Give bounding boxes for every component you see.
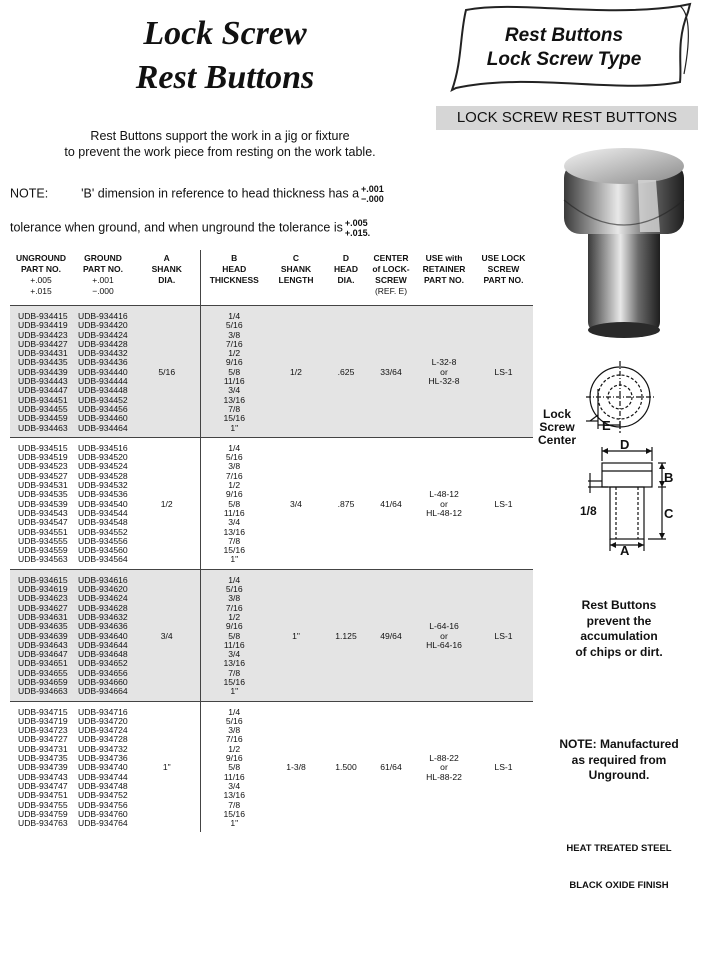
title-line-1: Lock Screw [143, 15, 307, 52]
head-thickness-list-item: 1/2 [228, 480, 241, 491]
head-thickness-list-item: 3/4 [228, 385, 241, 396]
material-note: HEAT TREATED STEEL [566, 843, 672, 854]
ground-part-list-item: UDB-934432 [78, 348, 128, 359]
lsc-line-3: Center [538, 433, 577, 447]
unground-part-list-item: UDB-934723 [18, 725, 68, 736]
head-thickness-list-item: 9/16 [225, 489, 243, 500]
shank-dia-cell: 1/2 [134, 437, 200, 569]
ground-part-list-item: UDB-934464 [78, 422, 128, 433]
ground-part-list-item: UDB-934740 [78, 762, 128, 773]
ground-part-list-item: UDB-934656 [78, 667, 128, 678]
head-thickness-list-item: 15/16 [223, 413, 245, 424]
ground-part-list-item: UDB-934520 [78, 452, 128, 463]
retainer-line: L-32-8 [431, 357, 457, 368]
head-thickness-list-item: 5/8 [228, 630, 241, 641]
head-thickness-list-item: 15/16 [223, 545, 245, 556]
unground-tol-upper: +.005 [344, 218, 368, 228]
header-unground: UNGROUND PART NO. +.005 +.015 [15, 253, 67, 296]
ground-part-list-item: UDB-934452 [78, 394, 128, 405]
unground-part-list-item: UDB-934727 [18, 734, 68, 745]
ground-part-list-item: UDB-934560 [78, 545, 128, 556]
head-thickness-list-item: 13/16 [223, 394, 245, 405]
head-thickness-list-item: 5/16 [225, 715, 243, 726]
shank-length-cell: 1/2 [268, 306, 324, 438]
unground-part-list-item: UDB-934447 [18, 385, 68, 396]
ground-part-list-item: UDB-934460 [78, 413, 128, 424]
lock-screw-center-cell: 33/64 [368, 306, 414, 438]
unground-part-list [10, 306, 72, 438]
unground-part-list-item: UDB-934731 [18, 743, 68, 754]
unground-part-list-item: UDB-934659 [18, 676, 68, 687]
unground-part-list-item: UDB-934651 [18, 658, 68, 669]
ground-part-list-item: UDB-934524 [78, 461, 128, 472]
retainer-line: HL-32-8 [428, 376, 460, 387]
ground-part-list-item: UDB-934552 [78, 526, 128, 537]
head-thickness-list-item: 5/16 [225, 584, 243, 595]
flag-line-1: Rest Buttons [504, 25, 624, 46]
ground-part-list-item: UDB-934420 [78, 320, 128, 331]
unground-part-list-item: UDB-934551 [18, 526, 68, 537]
head-thickness-list-item: 1/4 [228, 311, 241, 321]
ground-part-list-item: UDB-934720 [78, 715, 128, 726]
header-shank-length: C SHANK LENGTH [278, 253, 314, 285]
unground-part-list-item: UDB-934763 [18, 818, 68, 829]
ground-part-list-item: UDB-934440 [78, 366, 128, 377]
head-thickness-list-item: 7/16 [225, 338, 243, 349]
header-shank-dia: A SHANK DIA. [151, 253, 182, 285]
unground-part-list [10, 569, 72, 701]
ground-part-list-item: UDB-934716 [78, 706, 128, 717]
ground-part-list-item: UDB-934448 [78, 385, 128, 396]
unground-part-list-item: UDB-934631 [18, 611, 68, 622]
shank-length-cell: 3/4 [268, 437, 324, 569]
header-lock-screw: USE LOCK SCREW PART NO. [481, 253, 526, 285]
head-thickness-list-item: 1/4 [228, 574, 241, 585]
note-text-1: 'B' dimension in reference to head thickness has a [81, 186, 360, 201]
unground-part-list-item: UDB-934635 [18, 621, 68, 632]
head-thickness-list-item: 1/2 [228, 348, 241, 359]
head-thickness-list-item: 1/4 [228, 442, 241, 453]
unground-part-list-item: UDB-934619 [18, 584, 68, 595]
dim-b-label: B [664, 470, 674, 485]
head-thickness-list-item: 7/8 [228, 535, 241, 546]
retainer-line: or [440, 498, 448, 509]
ground-part-list-item: UDB-934748 [78, 780, 128, 791]
ground-part-list-item: UDB-934624 [78, 593, 128, 604]
intro-line-2: to prevent the work piece from resting on the work table. [64, 145, 376, 159]
unground-part-list-item: UDB-934647 [18, 649, 68, 660]
unground-part-list-item: UDB-934751 [18, 790, 68, 801]
head-thickness-list [200, 306, 268, 438]
head-thickness-list-item: 5/8 [228, 498, 241, 509]
head-thickness-list-item: 1" [230, 686, 239, 697]
head-thickness-list-item: 9/16 [225, 753, 243, 764]
ground-part-list-item: UDB-934544 [78, 507, 128, 518]
dim-c-label: C [664, 506, 674, 521]
retainer-cell [414, 437, 474, 569]
unground-part-list-item: UDB-934519 [18, 452, 68, 463]
unground-tol-lower: +.015. [344, 228, 371, 238]
retainer-line: HL-88-22 [426, 771, 462, 782]
ground-tol-upper: +.001 [361, 184, 384, 194]
unground-part-list-item: UDB-934539 [18, 498, 68, 509]
ground-part-list-item: UDB-934616 [78, 574, 128, 585]
unground-part-list-item: UDB-934719 [18, 715, 68, 726]
ground-part-list-item: UDB-934632 [78, 611, 128, 622]
manufactured-note [534, 737, 704, 784]
dim-e-label: E [602, 418, 611, 433]
header-head-thickness: B HEAD THICKNESS [200, 250, 268, 306]
chips-line-3: accumulation [580, 629, 658, 643]
table-row [10, 701, 533, 832]
ground-part-list-item: UDB-934444 [78, 376, 128, 387]
ground-part-list-item: UDB-934536 [78, 489, 128, 500]
unground-part-list-item: UDB-934459 [18, 413, 68, 424]
head-thickness-list [200, 437, 268, 569]
unground-part-list-item: UDB-934759 [18, 808, 68, 819]
unground-part-list-item: UDB-934747 [18, 780, 68, 791]
unground-part-list-item: UDB-934423 [18, 329, 68, 340]
lock-screw-center-cell: 61/64 [368, 701, 414, 832]
retainer-line: HL-64-16 [426, 639, 462, 650]
shank-dia-cell: 5/16 [134, 306, 200, 438]
ground-part-list-item: UDB-934660 [78, 676, 128, 687]
lock-screw-cell: LS-1 [474, 306, 533, 438]
unground-part-list [10, 437, 72, 569]
ground-part-list-item: UDB-934736 [78, 753, 128, 764]
unground-part-list-item: UDB-934535 [18, 489, 68, 500]
dim-eighth-label: 1/8 [580, 504, 597, 518]
dim-a-label: A [620, 543, 630, 558]
ground-part-list-item: UDB-934640 [78, 630, 128, 641]
retainer-line: L-48-12 [429, 489, 459, 500]
head-thickness-list-item: 3/8 [228, 725, 241, 736]
unground-part-list-item: UDB-934643 [18, 639, 68, 650]
table-row [10, 306, 533, 438]
mfg-line-3: Unground. [588, 768, 650, 782]
lock-screw-center-cell: 41/64 [368, 437, 414, 569]
head-dia-cell: .875 [324, 437, 368, 569]
lock-screw-center-cell: 49/64 [368, 569, 414, 701]
unground-part-list-item: UDB-934639 [18, 630, 68, 641]
head-thickness-list-item: 11/16 [223, 771, 245, 782]
head-thickness-list-item: 5/8 [228, 762, 241, 773]
tolerance-note-line-1 [10, 184, 440, 204]
head-thickness-list-item: 1" [230, 554, 239, 565]
flag-line-2: Lock Screw Type [486, 49, 642, 70]
ground-part-list-item: UDB-934628 [78, 602, 128, 613]
unground-part-list-item: UDB-934543 [18, 507, 68, 518]
chips-line-2: prevent the [586, 613, 652, 628]
head-thickness-list-item: 11/16 [223, 639, 245, 650]
intro-text [10, 128, 430, 160]
unground-part-list-item: UDB-934559 [18, 545, 68, 556]
lock-screw-cell: LS-1 [474, 437, 533, 569]
head-thickness-list-item: 9/16 [225, 621, 243, 632]
tolerance-note-line-2 [10, 218, 440, 238]
unground-part-list-item: UDB-934415 [18, 311, 68, 321]
ground-part-list [72, 569, 134, 701]
unground-part-list-item: UDB-934419 [18, 320, 68, 331]
unground-part-list-item: UDB-934755 [18, 799, 68, 810]
unground-part-list-item: UDB-934527 [18, 470, 68, 481]
unground-part-list-item: UDB-934443 [18, 376, 68, 387]
note-text-2: tolerance when ground, and when unground the tolerance is [10, 220, 343, 235]
ground-part-list-item: UDB-934516 [78, 442, 128, 453]
head-thickness-list-item: 9/16 [225, 357, 243, 368]
ground-part-list-item: UDB-934760 [78, 808, 128, 819]
ground-part-list-item: UDB-934764 [78, 818, 128, 829]
head-thickness-list-item: 5/16 [225, 452, 243, 463]
ground-part-list-item: UDB-934648 [78, 649, 128, 660]
head-thickness-list-item: 5/8 [228, 366, 241, 377]
unground-part-list-item: UDB-934463 [18, 422, 68, 433]
head-thickness-list-item: 7/8 [228, 403, 241, 414]
head-thickness-list [200, 701, 268, 832]
ground-part-list [72, 701, 134, 832]
header-retainer: USE with RETAINER PART NO. [422, 253, 466, 285]
unground-part-list-item: UDB-934655 [18, 667, 68, 678]
flag-banner [448, 24, 680, 72]
head-thickness-list-item: 1" [230, 818, 239, 829]
section-heading: LOCK SCREW REST BUTTONS [436, 106, 698, 130]
ground-part-list-item: UDB-934548 [78, 517, 128, 528]
unground-part-list-item: UDB-934427 [18, 338, 68, 349]
mfg-line-1: NOTE: Manufactured [559, 737, 679, 751]
retainer-line: or [440, 630, 448, 641]
ground-part-list-item: UDB-934728 [78, 734, 128, 745]
head-thickness-list-item: 7/16 [225, 734, 243, 745]
ground-part-list-item: UDB-934540 [78, 498, 128, 509]
lock-screw-cell: LS-1 [474, 569, 533, 701]
ground-part-list-item: UDB-934620 [78, 584, 128, 595]
ground-part-list-item: UDB-934744 [78, 771, 128, 782]
head-thickness-list [200, 569, 268, 701]
head-thickness-list-item: 11/16 [223, 376, 245, 387]
chips-line-1: Rest Buttons [581, 598, 657, 612]
unground-part-list-item: UDB-934623 [18, 593, 68, 604]
unground-part-list-item: UDB-934547 [18, 517, 68, 528]
head-thickness-list-item: 13/16 [223, 526, 245, 537]
dimension-drawing [536, 355, 702, 565]
ground-part-list-item: UDB-934436 [78, 357, 128, 368]
unground-part-list-item: UDB-934615 [18, 574, 68, 585]
unground-part-list-item: UDB-934455 [18, 403, 68, 414]
head-thickness-list-item: 3/8 [228, 329, 241, 340]
ground-part-list-item: UDB-934732 [78, 743, 128, 754]
head-thickness-list-item: 7/8 [228, 667, 241, 678]
head-thickness-list-item: 1/4 [228, 706, 241, 717]
ground-part-list [72, 437, 134, 569]
ground-part-list-item: UDB-934456 [78, 403, 128, 414]
unground-part-list-item: UDB-934563 [18, 554, 68, 565]
mfg-line-2: as required from [571, 752, 667, 767]
unground-part-list-item: UDB-934743 [18, 771, 68, 782]
note-label: NOTE: [10, 186, 49, 201]
header-lock-screw-center: CENTER of LOCK- SCREW (REF. E) [372, 253, 410, 296]
retainer-cell [414, 569, 474, 701]
unground-part-list-item: UDB-934515 [18, 442, 68, 453]
head-dia-cell: 1.125 [324, 569, 368, 701]
shank-length-cell: 1-3/8 [268, 701, 324, 832]
head-thickness-list-item: 13/16 [223, 658, 245, 669]
ground-part-list-item: UDB-934724 [78, 725, 128, 736]
unground-tolerance [345, 218, 370, 238]
head-thickness-list-item: 1" [230, 422, 239, 433]
ground-part-list-item: UDB-934652 [78, 658, 128, 669]
ground-part-list-item: UDB-934644 [78, 639, 128, 650]
unground-part-list-item: UDB-934627 [18, 602, 68, 613]
head-thickness-list-item: 3/4 [228, 780, 241, 791]
table-row [10, 437, 533, 569]
title-line-2: Rest Buttons [135, 59, 315, 96]
retainer-line: L-88-22 [429, 753, 459, 764]
shank-dia-cell: 1" [134, 701, 200, 832]
dim-d-label: D [620, 437, 630, 452]
lock-screw-center-label [538, 408, 576, 447]
head-thickness-list-item: 11/16 [223, 507, 245, 518]
ground-part-list-item: UDB-934428 [78, 338, 128, 349]
head-thickness-list-item: 1/2 [228, 611, 241, 622]
retainer-line: or [440, 366, 448, 377]
unground-part-list-item: UDB-934715 [18, 706, 68, 717]
header-head-dia: D HEAD DIA. [333, 253, 359, 285]
retainer-cell [414, 306, 474, 438]
shank-length-cell: 1" [268, 569, 324, 701]
chips-note [534, 598, 704, 660]
head-thickness-list-item: 7/16 [225, 470, 243, 481]
rest-button-photo [560, 140, 688, 340]
unground-part-list-item: UDB-934735 [18, 753, 68, 764]
unground-part-list-item: UDB-934523 [18, 461, 68, 472]
ground-tolerance [361, 184, 384, 204]
unground-part-list-item: UDB-934663 [18, 686, 68, 697]
spec-table [10, 250, 533, 832]
unground-part-list-item: UDB-934531 [18, 480, 68, 491]
unground-part-list-item: UDB-934451 [18, 394, 68, 405]
unground-part-list-item: UDB-934739 [18, 762, 68, 773]
unground-part-list-item: UDB-934439 [18, 366, 68, 377]
finish-note: BLACK OXIDE FINISH [569, 880, 669, 891]
intro-line-1: Rest Buttons support the work in a jig or fixture [90, 129, 350, 143]
ground-part-list-item: UDB-934752 [78, 790, 128, 801]
ground-part-list-item: UDB-934636 [78, 621, 128, 632]
head-thickness-list-item: 7/16 [225, 602, 243, 613]
unground-part-list-item: UDB-934555 [18, 535, 68, 546]
head-thickness-list-item: 13/16 [223, 790, 245, 801]
unground-part-list [10, 701, 72, 832]
head-thickness-list-item: 3/8 [228, 461, 241, 472]
retainer-cell [414, 701, 474, 832]
head-dia-cell: .625 [324, 306, 368, 438]
head-thickness-list-item: 5/16 [225, 320, 243, 331]
table-header [10, 250, 533, 306]
head-thickness-list-item: 15/16 [223, 676, 245, 687]
head-dia-cell: 1.500 [324, 701, 368, 832]
retainer-line: or [440, 762, 448, 773]
head-thickness-list-item: 1/2 [228, 743, 241, 754]
ground-part-list-item: UDB-934528 [78, 470, 128, 481]
ground-part-list-item: UDB-934664 [78, 686, 128, 697]
lock-screw-cell: LS-1 [474, 701, 533, 832]
head-thickness-list-item: 15/16 [223, 808, 245, 819]
ground-part-list-item: UDB-934756 [78, 799, 128, 810]
head-thickness-list-item: 3/4 [228, 517, 241, 528]
ground-part-list-item: UDB-934424 [78, 329, 128, 340]
page-title [60, 14, 390, 98]
table-row [10, 569, 533, 701]
ground-part-list-item: UDB-934564 [78, 554, 128, 565]
head-thickness-list-item: 3/8 [228, 593, 241, 604]
retainer-line: HL-48-12 [426, 507, 462, 518]
chips-line-4: of chips or dirt. [575, 644, 663, 659]
retainer-line: L-64-16 [429, 621, 459, 632]
unground-part-list-item: UDB-934431 [18, 348, 68, 359]
ground-part-list-item: UDB-934556 [78, 535, 128, 546]
header-ground: GROUND PART NO. +.001 −.000 [83, 253, 123, 296]
ground-part-list-item: UDB-934532 [78, 480, 128, 491]
ground-part-list [72, 306, 134, 438]
lsc-line-2: Screw [539, 420, 575, 434]
ground-tol-lower: −.000 [361, 194, 384, 204]
lsc-line-1: Lock [543, 407, 572, 421]
head-thickness-list-item: 3/4 [228, 649, 241, 660]
ground-part-list-item: UDB-934416 [78, 311, 128, 321]
unground-part-list-item: UDB-934435 [18, 357, 68, 368]
head-thickness-list-item: 7/8 [228, 799, 241, 810]
shank-dia-cell: 3/4 [134, 569, 200, 701]
